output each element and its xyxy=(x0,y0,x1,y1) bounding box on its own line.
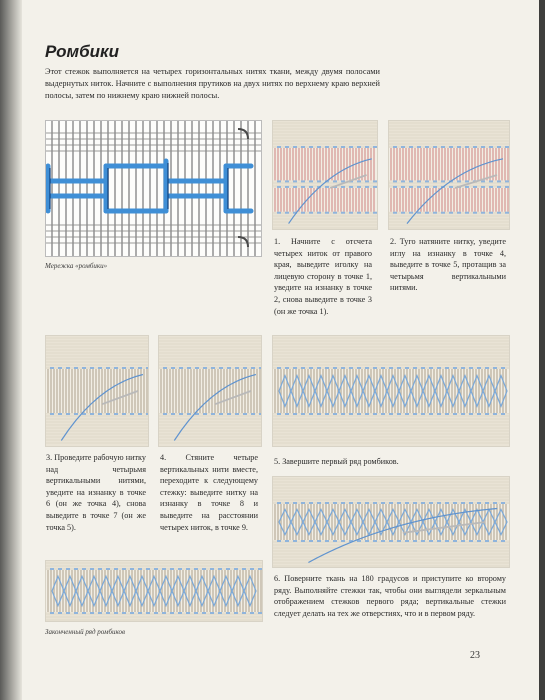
step-2-photo xyxy=(388,120,510,230)
diagram-svg xyxy=(46,121,261,256)
step-5-photo xyxy=(272,335,510,447)
step-3-photo xyxy=(45,335,149,447)
step-5-text: 5. Завершите первый ряд ромбиков. xyxy=(274,457,399,466)
book-spine xyxy=(0,0,22,700)
finished-row-photo xyxy=(45,560,263,622)
step-6-text: 6. Поверните ткань на 180 градусов и приступите ко второму ряду. Выполняйте стежки так, чтобы они выглядели зеркальным отображением стежков первого ряда; вертикальные стежки следует делать на тех же отверстиях, что и в первом ряду. xyxy=(274,574,506,618)
page-title: Ромбики xyxy=(45,42,119,61)
step-6-photo xyxy=(272,476,510,568)
intro-paragraph: Этот стежок выполняется на четырех горизонтальных нитях ткани, между двумя полосами выдернутых ниток. Начните с выполнения прутиков на двух нитях по верхнему краю верхней полосы, затем по нижнему краю нижней полосы. xyxy=(45,67,380,100)
final-caption: Законченный ряд ромбиков xyxy=(45,628,126,636)
step-3-text: 3. Проведите рабочую нитку над четырьмя вертикальными нитями, уведите на изнанку в точке 6 (он же точка 4), снова выведите в точке 7 (он же точка 5). xyxy=(46,453,146,532)
stitch-diagram xyxy=(45,120,262,257)
step-1-photo xyxy=(272,120,378,230)
step-4-text: 4. Стяните четыре вертикальных нити вместе, переходите к следующему стежку: выведите нитку на изнанку в точке 8 и выведите на расстоянии четырех ниток, в точке 9. xyxy=(160,453,258,532)
step-2-text: 2. Туго натяните нитку, уведите иглу на изнанку в точке 4, выведите в точке 5, протащив за четырьмя вертикальными нитями. xyxy=(390,237,506,293)
step-4-photo xyxy=(158,335,262,447)
diagram-caption: Мережка «ромбики» xyxy=(45,262,108,270)
page-edge xyxy=(539,0,545,700)
step-1-text: 1. Начните с отсчета четырех ниток от правого края, выведите иголку на лицевую сторону в точке 1, уведите на изнанку в точке 2, снова выведите в точке 3 (он же точка 1). xyxy=(274,237,372,316)
page-number: 23 xyxy=(470,650,480,661)
